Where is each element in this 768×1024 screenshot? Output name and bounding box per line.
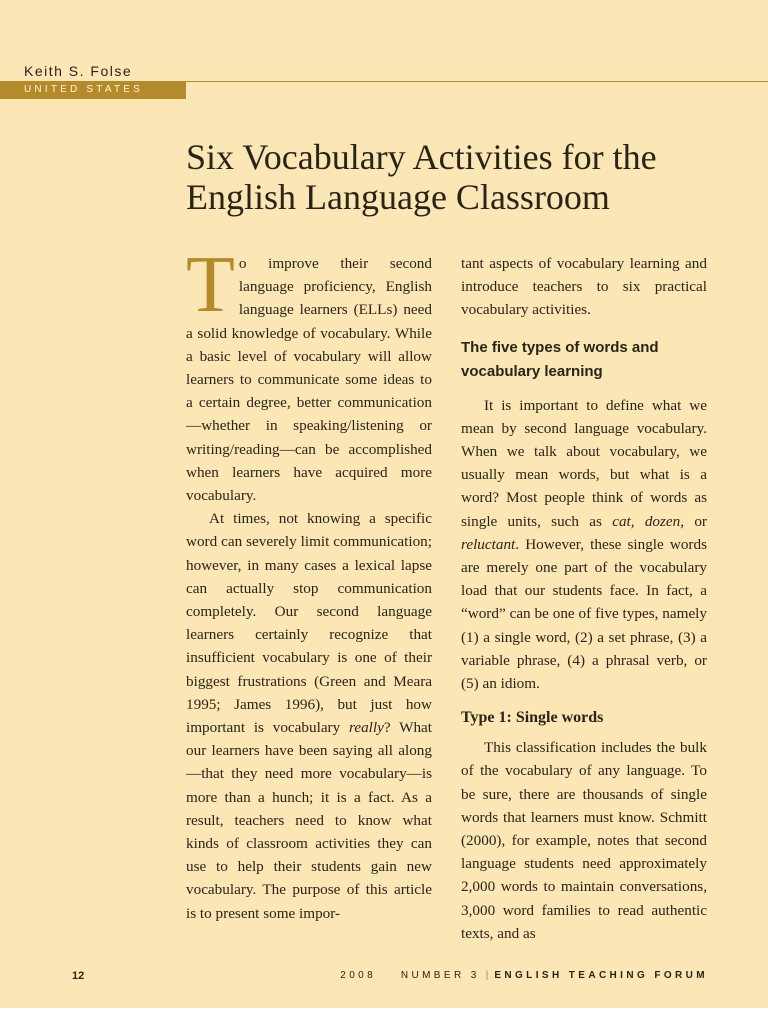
- footer-separator: |: [485, 970, 489, 981]
- emphasis-reluctant: reluctant: [461, 535, 516, 553]
- page-bottom-margin: [0, 1008, 768, 1024]
- second-paragraph-text-b: ? What our learners have been saying all along—that they need more vocabulary—is more than a hunch; it is a fact. As a result, teachers need to know what kinds of classroom activities they can use to help their students gain new vocabulary. The purpose of this article is to present some impor-: [186, 719, 432, 922]
- intro-paragraph: [186, 241, 432, 507]
- subsection-heading: Type 1: Single words: [461, 709, 604, 727]
- section-paragraph-or: or: [684, 512, 707, 530]
- emphasis-examples: cat, dozen,: [612, 512, 685, 530]
- title-line-1: Six Vocabulary Activities for the: [186, 137, 657, 177]
- section-heading: The five types of words and vocabulary learning: [461, 338, 659, 380]
- header-author: Keith S. Folse: [24, 63, 133, 79]
- header-country: UNITED STATES: [24, 84, 144, 95]
- second-paragraph-text-a: At times, not knowing a specific word can severely limit communication; however, in many cases a lexical lapse can actually stop communication completely. Our second language learners certainly recognize that insufficient vocabulary is one of their biggest frustrations (Green and Meara 1995; James 1996), but just how important is vocabulary: [186, 510, 432, 737]
- article-title: [186, 137, 746, 217]
- left-column: [186, 241, 432, 925]
- footer-journal: ENGLISH TEACHING FORUM: [494, 970, 708, 981]
- section-paragraph-text-c: . However, these single words are merely one part of the vocabulary load that our students face. In fact, a “word” can be one of five types, namely (1) a single word, (2) a set phrase, (3) a variable phrase, (4) a phrasal verb, or (5) an idiom.: [461, 535, 707, 693]
- continued-paragraph: tant aspects of vocabulary learning and introduce teachers to six practical vocabulary activities.: [461, 255, 707, 319]
- title-line-2: English Language Classroom: [186, 177, 610, 217]
- section-paragraph-text-a: It is important to define what we mean by second language vocabulary. When we talk about vocabulary, we usually mean words, but what is a word? Most people think of words as single units, such as: [461, 396, 707, 530]
- drop-cap: T: [186, 241, 235, 329]
- footer-year: 2008: [340, 970, 377, 981]
- subsection-paragraph: This classification includes the bulk of the vocabulary of any language. To be sure, there are thousands of single words that learners must know. Schmitt (2000), for example, notes that second language students need approximately 2,000 words to maintain conversations, 3,000 word families to read authentic texts, and as: [461, 739, 707, 942]
- footer-page-number: 12: [72, 970, 85, 982]
- emphasis-really: really: [348, 719, 384, 737]
- section-paragraph: [461, 394, 707, 696]
- second-paragraph: [186, 507, 432, 925]
- footer-number: NUMBER 3: [400, 970, 480, 981]
- intro-text: o improve their second language proficiency, English language learners (ELLs) need a solid knowledge of vocabulary. While a basic level of vocabulary will allow learners to communicate some ideas to a certain degree, better communication—whether in speaking/listening or writing/reading—can be accomplished when learners have acquired more vocabulary.: [186, 255, 432, 505]
- right-column: [461, 252, 707, 945]
- footer-issue-info: [340, 970, 708, 981]
